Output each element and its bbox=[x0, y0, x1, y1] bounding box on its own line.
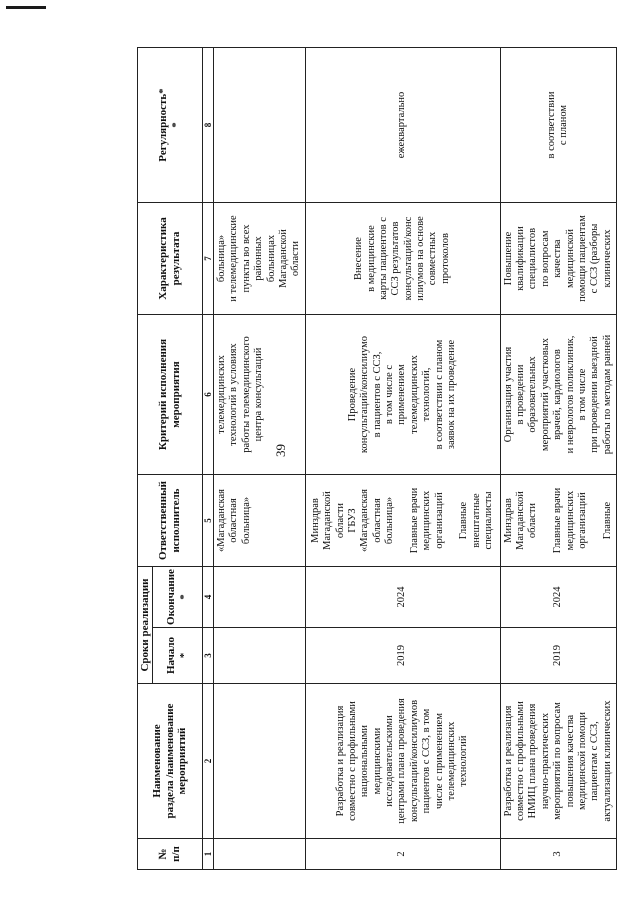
row-regularity bbox=[214, 48, 306, 203]
row-end: 2024 bbox=[500, 567, 616, 628]
header-end: Окончание * bbox=[153, 567, 203, 628]
rotated-table-page bbox=[137, 48, 620, 870]
header-responsible: Ответственный исполнитель bbox=[138, 475, 203, 567]
header-num: № п/п bbox=[138, 839, 203, 870]
header-result: Характеристика результата bbox=[138, 203, 203, 315]
column-number: 3 bbox=[203, 628, 214, 684]
table-row bbox=[214, 48, 306, 870]
row-regularity: в соответствии с планом bbox=[500, 48, 616, 203]
row-num: 3 bbox=[500, 839, 616, 870]
row-end bbox=[214, 567, 306, 628]
row-name: Разработка и реализация совместно с профильными НМИЦ плана проведения научно-практических мероприятий по вопросам повышения качества медицинской помощи пациентам с ССЗ, актуализации клинических bbox=[500, 684, 616, 839]
header-name: Наименование раздела /наименование мероприятий bbox=[138, 684, 203, 839]
page-number: 39 bbox=[273, 444, 288, 457]
column-number: 5 bbox=[203, 475, 214, 567]
events-table bbox=[137, 47, 617, 870]
column-number: 8 bbox=[203, 48, 214, 203]
table-row bbox=[500, 48, 616, 870]
row-start: 2019 bbox=[305, 628, 500, 684]
scan-mark bbox=[6, 6, 46, 9]
row-name: Разработка и реализация совместно с профильными национальными медицинскими исследовательскими центрами плана проведения консультаций/консилиумов пациентов с ССЗ, в том числе с применением телемедицинских технологий bbox=[305, 684, 500, 839]
row-responsible: Минздрав Магаданской области ГБУЗ «Магаданская областная больница» Главные врачи медицинских организаций Главные внештатные специалисты bbox=[305, 475, 500, 567]
row-start bbox=[214, 628, 306, 684]
row-num: 2 bbox=[305, 839, 500, 870]
header-start: Начало * bbox=[153, 628, 203, 684]
row-criterion: Организация участия в проведении образовательных мероприятий участковых врачей, кардиологов и неврологов поликлиник, в том числе при проведении выездной работы по методам ранней bbox=[500, 315, 616, 475]
table-row bbox=[305, 48, 500, 870]
column-number: 4 bbox=[203, 567, 214, 628]
row-name bbox=[214, 684, 306, 839]
row-start: 2019 bbox=[500, 628, 616, 684]
header-criterion: Критерий исполнения мероприятия bbox=[138, 315, 203, 475]
header-row bbox=[138, 48, 153, 870]
column-number-row bbox=[203, 48, 214, 870]
row-result: Внесение в медицинские карты пациентов с ССЗ результатов консультаций/конс илиумов на основе совместных протоколов bbox=[305, 203, 500, 315]
row-num bbox=[214, 839, 306, 870]
row-end: 2024 bbox=[305, 567, 500, 628]
column-number: 6 bbox=[203, 315, 214, 475]
column-number: 1 bbox=[203, 839, 214, 870]
row-result: Повышение квалификации специалистов по вопросам качества медицинской помощи пациентам с ССЗ (разборы клинических bbox=[500, 203, 616, 315]
row-criterion: телемедицинских технологий в условиях работы телемедицинского центра консультаций bbox=[214, 315, 306, 475]
row-result: больница» и телемедицинские пункты во всех районных больницах Магаданской области bbox=[214, 203, 306, 315]
row-criterion: Проведение консультаций/консилиумо в пациентов с ССЗ, в том числе с применением телемедицинских технологий, в соответствии с планом заявок на их проведение bbox=[305, 315, 500, 475]
row-regularity: ежеквартально bbox=[305, 48, 500, 203]
row-responsible: «Магаданская областная больница» bbox=[214, 475, 306, 567]
header-period: Сроки реализации bbox=[138, 567, 153, 684]
header-regularity: Регулярность* * bbox=[138, 48, 203, 203]
column-number: 2 bbox=[203, 684, 214, 839]
row-responsible: Минздрав Магаданской области Главные врачи медицинских организаций Главные bbox=[500, 475, 616, 567]
column-number: 7 bbox=[203, 203, 214, 315]
